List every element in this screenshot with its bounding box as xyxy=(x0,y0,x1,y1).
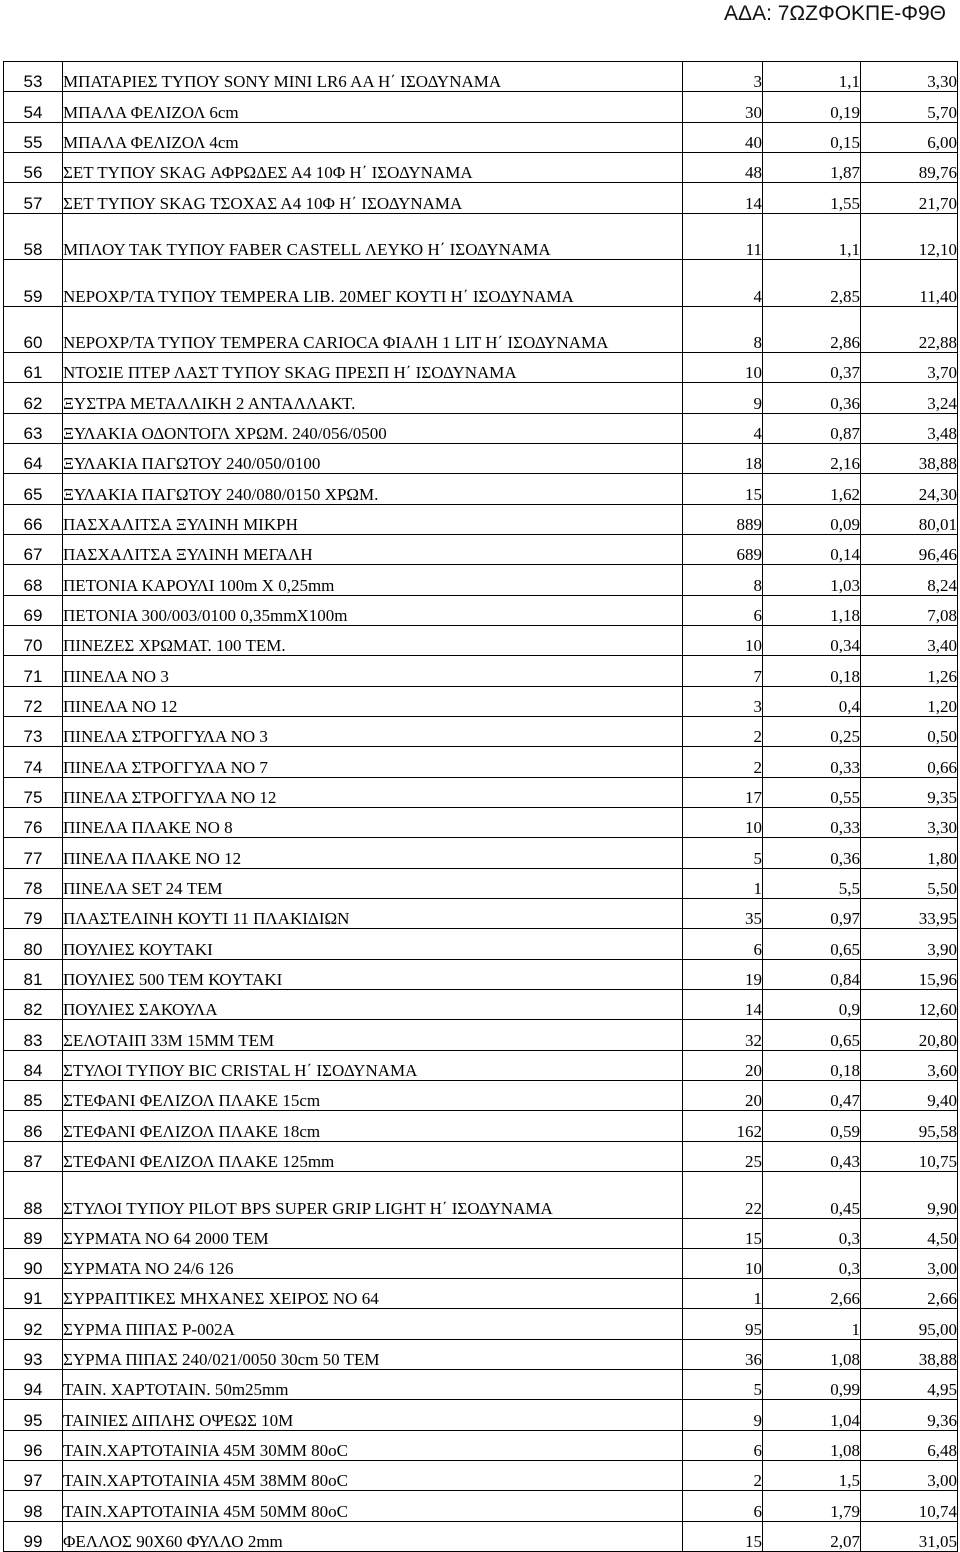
item-number: 81 xyxy=(4,959,63,989)
item-unit-price: 1,08 xyxy=(763,1430,861,1460)
item-number: 60 xyxy=(4,306,63,353)
table-row xyxy=(4,1172,958,1219)
item-unit-price: 0,47 xyxy=(763,1081,861,1111)
item-total: 10,74 xyxy=(861,1491,958,1521)
item-quantity: 36 xyxy=(683,1339,763,1369)
item-quantity: 8 xyxy=(683,306,763,353)
item-unit-price: 0,9 xyxy=(763,990,861,1020)
item-quantity: 10 xyxy=(683,353,763,383)
item-number: 61 xyxy=(4,353,63,383)
item-quantity: 35 xyxy=(683,899,763,929)
item-unit-price: 1,08 xyxy=(763,1339,861,1369)
item-description: ΞΥΣΤΡΑ ΜΕΤΑΛΛΙΚΗ 2 ΑΝΤΑΛΛΑΚΤ. xyxy=(63,383,683,413)
item-unit-price: 0,18 xyxy=(763,1050,861,1080)
table-row xyxy=(4,1400,958,1430)
item-total: 22,88 xyxy=(861,306,958,353)
table-row xyxy=(4,353,958,383)
item-unit-price: 1,62 xyxy=(763,474,861,504)
item-unit-price: 2,86 xyxy=(763,306,861,353)
table-row xyxy=(4,444,958,474)
item-number: 65 xyxy=(4,474,63,504)
item-total: 95,00 xyxy=(861,1309,958,1339)
item-unit-price: 1,04 xyxy=(763,1400,861,1430)
item-unit-price: 0,4 xyxy=(763,686,861,716)
item-description: ΜΠΑΛΑ ΦΕΛΙΖΟΛ 4cm xyxy=(63,122,683,152)
item-description: ΤΑΙΝ. ΧΑΡΤΟΤΑΙΝ. 50m25mm xyxy=(63,1370,683,1400)
item-unit-price: 0,34 xyxy=(763,626,861,656)
item-number: 70 xyxy=(4,626,63,656)
item-number: 68 xyxy=(4,565,63,595)
item-number: 66 xyxy=(4,504,63,534)
item-number: 84 xyxy=(4,1050,63,1080)
item-total: 12,60 xyxy=(861,990,958,1020)
table-row xyxy=(4,1218,958,1248)
item-number: 80 xyxy=(4,929,63,959)
table-row xyxy=(4,92,958,122)
item-quantity: 40 xyxy=(683,122,763,152)
table-row xyxy=(4,1279,958,1309)
item-description: ΞΥΛΑΚΙΑ ΠΑΓΩΤΟΥ 240/050/0100 xyxy=(63,444,683,474)
item-unit-price: 1,18 xyxy=(763,595,861,625)
item-total: 21,70 xyxy=(861,183,958,213)
item-description: ΣΕΤ ΤΥΠΟΥ SKAG ΤΣΟΧΑΣ Α4 10Φ Η΄ ΙΣΟΔΥΝΑΜΑ xyxy=(63,183,683,213)
item-number: 95 xyxy=(4,1400,63,1430)
item-total: 3,00 xyxy=(861,1248,958,1278)
item-number: 56 xyxy=(4,152,63,182)
item-total: 89,76 xyxy=(861,152,958,182)
item-description: ΠΙΝΕΛΑ ΣΤΡΟΓΓΥΛΑ ΝΟ 3 xyxy=(63,717,683,747)
item-number: 77 xyxy=(4,838,63,868)
item-unit-price: 5,5 xyxy=(763,868,861,898)
item-unit-price: 0,59 xyxy=(763,1111,861,1141)
item-quantity: 48 xyxy=(683,152,763,182)
item-description: ΠΕΤΟΝΙΑ 300/003/0100 0,35mmX100m xyxy=(63,595,683,625)
item-number: 78 xyxy=(4,868,63,898)
item-total: 31,05 xyxy=(861,1521,958,1551)
item-description: ΠΟΥΛΙΕΣ ΚΟΥΤΑΚΙ xyxy=(63,929,683,959)
item-number: 87 xyxy=(4,1141,63,1171)
item-number: 67 xyxy=(4,535,63,565)
item-description: ΣΥΡΡΑΠΤΙΚΕΣ ΜΗΧΑΝΕΣ ΧΕΙΡΟΣ ΝΟ 64 xyxy=(63,1279,683,1309)
item-quantity: 15 xyxy=(683,1218,763,1248)
item-description: ΠΛΑΣΤΕΛΙΝΗ ΚΟΥΤΙ 11 ΠΛΑΚΙΔΙΩΝ xyxy=(63,899,683,929)
item-number: 98 xyxy=(4,1491,63,1521)
item-number: 88 xyxy=(4,1172,63,1219)
item-description: ΠΙΝΕΛΑ ΣΤΡΟΓΓΥΛΑ ΝΟ 7 xyxy=(63,747,683,777)
item-unit-price: 0,65 xyxy=(763,1020,861,1050)
item-quantity: 10 xyxy=(683,626,763,656)
item-description: ΠΙΝΕΛΑ ΝΟ 3 xyxy=(63,656,683,686)
table-row xyxy=(4,990,958,1020)
item-description: ΣΥΡΜΑΤΑ ΝΟ 24/6 126 xyxy=(63,1248,683,1278)
item-unit-price: 0,19 xyxy=(763,92,861,122)
item-total: 7,08 xyxy=(861,595,958,625)
item-total: 9,40 xyxy=(861,1081,958,1111)
item-number: 97 xyxy=(4,1461,63,1491)
item-total: 1,80 xyxy=(861,838,958,868)
table-row xyxy=(4,1430,958,1460)
item-total: 9,90 xyxy=(861,1172,958,1219)
item-total: 96,46 xyxy=(861,535,958,565)
table-row xyxy=(4,1461,958,1491)
item-description: ΣΕΛΟΤΑΙΠ 33M 15MM TEM xyxy=(63,1020,683,1050)
item-description: ΜΠΑΤΑΡΙΕΣ ΤΥΠΟΥ SONY MINI LR6 AA Η΄ ΙΣΟΔΥΝΑΜΑ xyxy=(63,62,683,92)
item-unit-price: 0,33 xyxy=(763,808,861,838)
table-row xyxy=(4,656,958,686)
item-quantity: 6 xyxy=(683,1491,763,1521)
item-number: 75 xyxy=(4,777,63,807)
ada-identifier: ΑΔΑ: 7ΩΖΦΟΚΠΕ-Φ9Θ xyxy=(724,2,946,25)
item-total: 38,88 xyxy=(861,1339,958,1369)
item-quantity: 6 xyxy=(683,595,763,625)
item-unit-price: 0,37 xyxy=(763,353,861,383)
item-number: 63 xyxy=(4,413,63,443)
item-number: 89 xyxy=(4,1218,63,1248)
item-number: 92 xyxy=(4,1309,63,1339)
item-description: ΝΕΡΟΧΡ/ΤΑ ΤΥΠΟΥ TEMPERA CARIOCA ΦΙΑΛΗ 1 LIT Η΄ ΙΣΟΔΥΝΑΜΑ xyxy=(63,306,683,353)
item-number: 85 xyxy=(4,1081,63,1111)
item-description: ΞΥΛΑΚΙΑ ΠΑΓΩΤΟΥ 240/080/0150 ΧΡΩΜ. xyxy=(63,474,683,504)
items-table xyxy=(3,61,958,1552)
table-row xyxy=(4,1020,958,1050)
table-row xyxy=(4,62,958,92)
item-quantity: 9 xyxy=(683,383,763,413)
table-row xyxy=(4,838,958,868)
item-total: 12,10 xyxy=(861,213,958,260)
item-unit-price: 1,55 xyxy=(763,183,861,213)
table-row xyxy=(4,413,958,443)
item-total: 20,80 xyxy=(861,1020,958,1050)
item-unit-price: 0,3 xyxy=(763,1248,861,1278)
item-description: ΞΥΛΑΚΙΑ ΟΔΟΝΤΟΓΛ ΧΡΩΜ. 240/056/0500 xyxy=(63,413,683,443)
item-description: ΦΕΛΛΟΣ 90Χ60 ΦΥΛΛΟ 2mm xyxy=(63,1521,683,1551)
item-quantity: 11 xyxy=(683,213,763,260)
items-table-body xyxy=(4,62,958,1552)
table-row xyxy=(4,213,958,260)
item-quantity: 689 xyxy=(683,535,763,565)
item-number: 53 xyxy=(4,62,63,92)
item-description: ΠΙΝΕΛΑ SET 24 TEM xyxy=(63,868,683,898)
table-row xyxy=(4,1309,958,1339)
item-unit-price: 0,84 xyxy=(763,959,861,989)
item-number: 86 xyxy=(4,1111,63,1141)
item-quantity: 889 xyxy=(683,504,763,534)
item-number: 71 xyxy=(4,656,63,686)
item-unit-price: 1,03 xyxy=(763,565,861,595)
table-row xyxy=(4,535,958,565)
item-unit-price: 1,1 xyxy=(763,213,861,260)
item-total: 3,24 xyxy=(861,383,958,413)
item-total: 24,30 xyxy=(861,474,958,504)
item-quantity: 95 xyxy=(683,1309,763,1339)
item-quantity: 10 xyxy=(683,1248,763,1278)
item-number: 83 xyxy=(4,1020,63,1050)
item-total: 8,24 xyxy=(861,565,958,595)
item-unit-price: 0,09 xyxy=(763,504,861,534)
item-quantity: 1 xyxy=(683,868,763,898)
item-total: 80,01 xyxy=(861,504,958,534)
item-unit-price: 0,43 xyxy=(763,1141,861,1171)
table-row xyxy=(4,808,958,838)
item-total: 3,40 xyxy=(861,626,958,656)
item-description: ΤΑΙΝ.ΧΑΡΤΟΤΑΙΝΙΑ 45Μ 30ΜΜ 80oC xyxy=(63,1430,683,1460)
item-unit-price: 1,79 xyxy=(763,1491,861,1521)
item-total: 3,70 xyxy=(861,353,958,383)
item-total: 38,88 xyxy=(861,444,958,474)
item-total: 3,48 xyxy=(861,413,958,443)
item-unit-price: 1,5 xyxy=(763,1461,861,1491)
item-quantity: 3 xyxy=(683,686,763,716)
item-total: 5,50 xyxy=(861,868,958,898)
item-description: ΠΟΥΛΙΕΣ ΣΑΚΟΥΛΑ xyxy=(63,990,683,1020)
item-number: 72 xyxy=(4,686,63,716)
item-quantity: 2 xyxy=(683,747,763,777)
item-description: ΠΕΤΟΝΙΑ ΚΑΡΟΥΛΙ 100m X 0,25mm xyxy=(63,565,683,595)
item-quantity: 17 xyxy=(683,777,763,807)
item-unit-price: 0,99 xyxy=(763,1370,861,1400)
table-row xyxy=(4,474,958,504)
item-total: 0,66 xyxy=(861,747,958,777)
table-row xyxy=(4,595,958,625)
item-number: 55 xyxy=(4,122,63,152)
item-number: 73 xyxy=(4,717,63,747)
item-description: ΠΙΝΕΖΕΣ ΧΡΩΜΑΤ. 100 ΤΕΜ. xyxy=(63,626,683,656)
item-unit-price: 2,66 xyxy=(763,1279,861,1309)
item-total: 9,35 xyxy=(861,777,958,807)
item-number: 64 xyxy=(4,444,63,474)
item-description: ΣΥΡΜΑ ΠΙΠΑΣ P-002A xyxy=(63,1309,683,1339)
item-description: ΜΠΑΛΑ ΦΕΛΙΖΟΛ 6cm xyxy=(63,92,683,122)
item-number: 69 xyxy=(4,595,63,625)
item-total: 4,95 xyxy=(861,1370,958,1400)
item-description: ΤΑΙΝΙΕΣ ΔΙΠΛΗΣ ΟΨΕΩΣ 10Μ xyxy=(63,1400,683,1430)
table-row xyxy=(4,1521,958,1551)
table-row xyxy=(4,122,958,152)
item-number: 96 xyxy=(4,1430,63,1460)
item-unit-price: 2,16 xyxy=(763,444,861,474)
item-unit-price: 0,14 xyxy=(763,535,861,565)
item-total: 0,50 xyxy=(861,717,958,747)
item-number: 90 xyxy=(4,1248,63,1278)
item-description: ΤΑΙΝ.ΧΑΡΤΟΤΑΙΝΙΑ 45Μ 38ΜΜ 80oC xyxy=(63,1461,683,1491)
item-description: ΣΤΥΛΟΙ ΤΥΠΟΥ PILOT BPS SUPER GRIP LIGHT Η΄ ΙΣΟΔΥΝΑΜΑ xyxy=(63,1172,683,1219)
item-total: 1,20 xyxy=(861,686,958,716)
item-total: 33,95 xyxy=(861,899,958,929)
item-quantity: 18 xyxy=(683,444,763,474)
item-number: 93 xyxy=(4,1339,63,1369)
item-quantity: 8 xyxy=(683,565,763,595)
table-row xyxy=(4,565,958,595)
item-total: 5,70 xyxy=(861,92,958,122)
item-description: ΣΤΕΦΑΝΙ ΦΕΛΙΖΟΛ ΠΛΑΚΕ 18cm xyxy=(63,1111,683,1141)
item-quantity: 20 xyxy=(683,1081,763,1111)
item-unit-price: 0,65 xyxy=(763,929,861,959)
item-quantity: 14 xyxy=(683,183,763,213)
table-row xyxy=(4,1081,958,1111)
item-total: 3,30 xyxy=(861,62,958,92)
item-unit-price: 0,3 xyxy=(763,1218,861,1248)
item-description: ΠΑΣΧΑΛΙΤΣΑ ΞΥΛΙΝΗ ΜΕΓΑΛΗ xyxy=(63,535,683,565)
item-number: 79 xyxy=(4,899,63,929)
item-quantity: 25 xyxy=(683,1141,763,1171)
item-total: 4,50 xyxy=(861,1218,958,1248)
item-number: 91 xyxy=(4,1279,63,1309)
item-total: 10,75 xyxy=(861,1141,958,1171)
table-row xyxy=(4,899,958,929)
table-row xyxy=(4,747,958,777)
table-row xyxy=(4,260,958,307)
item-quantity: 4 xyxy=(683,260,763,307)
item-total: 3,30 xyxy=(861,808,958,838)
item-number: 58 xyxy=(4,213,63,260)
table-row xyxy=(4,929,958,959)
item-number: 62 xyxy=(4,383,63,413)
item-unit-price: 0,87 xyxy=(763,413,861,443)
item-total: 3,60 xyxy=(861,1050,958,1080)
item-description: ΣΤΕΦΑΝΙ ΦΕΛΙΖΟΛ ΠΛΑΚΕ 15cm xyxy=(63,1081,683,1111)
table-row xyxy=(4,959,958,989)
item-unit-price: 0,36 xyxy=(763,838,861,868)
item-total: 15,96 xyxy=(861,959,958,989)
item-quantity: 2 xyxy=(683,1461,763,1491)
item-total: 6,48 xyxy=(861,1430,958,1460)
item-unit-price: 2,07 xyxy=(763,1521,861,1551)
item-total: 9,36 xyxy=(861,1400,958,1430)
item-quantity: 6 xyxy=(683,929,763,959)
item-quantity: 22 xyxy=(683,1172,763,1219)
table-row xyxy=(4,1141,958,1171)
item-unit-price: 0,15 xyxy=(763,122,861,152)
table-row xyxy=(4,1248,958,1278)
item-description: ΠΙΝΕΛΑ ΝΟ 12 xyxy=(63,686,683,716)
item-description: ΜΠΛΟΥ ΤΑΚ ΤΥΠΟΥ FABER CASTELL ΛΕΥΚΟ Η΄ ΙΣΟΔΥΝΑΜΑ xyxy=(63,213,683,260)
item-unit-price: 0,45 xyxy=(763,1172,861,1219)
item-description: ΣΤΥΛΟΙ ΤΥΠΟΥ BIC CRISTAL Η΄ ΙΣΟΔΥΝΑΜΑ xyxy=(63,1050,683,1080)
item-quantity: 5 xyxy=(683,1370,763,1400)
item-unit-price: 0,25 xyxy=(763,717,861,747)
item-description: ΠΙΝΕΛΑ ΠΛΑΚΕ ΝΟ 12 xyxy=(63,838,683,868)
item-total: 95,58 xyxy=(861,1111,958,1141)
item-quantity: 7 xyxy=(683,656,763,686)
item-description: ΝΕΡΟΧΡ/ΤΑ ΤΥΠΟΥ TEMPERA LIB. 20ΜΕΓ ΚΟΥΤΙ Η΄ ΙΣΟΔΥΝΑΜΑ xyxy=(63,260,683,307)
item-description: ΣΕΤ ΤΥΠΟΥ SKAG ΑΦΡΩΔΕΣ Α4 10Φ Η΄ ΙΣΟΔΥΝΑΜΑ xyxy=(63,152,683,182)
item-unit-price: 0,18 xyxy=(763,656,861,686)
item-unit-price: 1,87 xyxy=(763,152,861,182)
item-description: ΠΟΥΛΙΕΣ 500 ΤΕΜ ΚΟΥΤΑΚΙ xyxy=(63,959,683,989)
item-number: 74 xyxy=(4,747,63,777)
item-unit-price: 0,97 xyxy=(763,899,861,929)
item-unit-price: 2,85 xyxy=(763,260,861,307)
table-row xyxy=(4,626,958,656)
item-quantity: 15 xyxy=(683,1521,763,1551)
item-description: ΠΙΝΕΛΑ ΣΤΡΟΓΓΥΛΑ ΝΟ 12 xyxy=(63,777,683,807)
item-total: 1,26 xyxy=(861,656,958,686)
item-quantity: 9 xyxy=(683,1400,763,1430)
item-description: ΠΙΝΕΛΑ ΠΛΑΚΕ ΝΟ 8 xyxy=(63,808,683,838)
table-row xyxy=(4,152,958,182)
item-number: 76 xyxy=(4,808,63,838)
item-quantity: 20 xyxy=(683,1050,763,1080)
table-row xyxy=(4,868,958,898)
item-quantity: 2 xyxy=(683,717,763,747)
item-quantity: 14 xyxy=(683,990,763,1020)
item-number: 82 xyxy=(4,990,63,1020)
table-row xyxy=(4,686,958,716)
item-description: ΤΑΙΝ.ΧΑΡΤΟΤΑΙΝΙΑ 45Μ 50ΜΜ 80oC xyxy=(63,1491,683,1521)
item-number: 94 xyxy=(4,1370,63,1400)
item-quantity: 30 xyxy=(683,92,763,122)
item-quantity: 10 xyxy=(683,808,763,838)
table-row xyxy=(4,1111,958,1141)
item-description: ΣΥΡΜΑ ΠΙΠΑΣ 240/021/0050 30cm 50 TEM xyxy=(63,1339,683,1369)
table-row xyxy=(4,504,958,534)
table-row xyxy=(4,1050,958,1080)
table-row xyxy=(4,383,958,413)
item-unit-price: 0,33 xyxy=(763,747,861,777)
item-unit-price: 0,36 xyxy=(763,383,861,413)
item-number: 54 xyxy=(4,92,63,122)
item-number: 59 xyxy=(4,260,63,307)
item-number: 57 xyxy=(4,183,63,213)
item-unit-price: 1 xyxy=(763,1309,861,1339)
item-quantity: 3 xyxy=(683,62,763,92)
item-total: 6,00 xyxy=(861,122,958,152)
item-quantity: 1 xyxy=(683,1279,763,1309)
item-description: ΝΤΟΣΙΕ ΠΤΕΡ ΛΑΣΤ ΤΥΠΟΥ SKAG ΠΡΕΣΠ Η΄ ΙΣΟΔΥΝΑΜΑ xyxy=(63,353,683,383)
table-row xyxy=(4,1339,958,1369)
item-description: ΠΑΣΧΑΛΙΤΣΑ ΞΥΛΙΝΗ ΜΙΚΡΗ xyxy=(63,504,683,534)
item-quantity: 15 xyxy=(683,474,763,504)
table-row xyxy=(4,777,958,807)
table-row xyxy=(4,306,958,353)
table-row xyxy=(4,1370,958,1400)
item-quantity: 32 xyxy=(683,1020,763,1050)
item-description: ΣΥΡΜΑΤΑ ΝΟ 64 2000 ΤΕΜ xyxy=(63,1218,683,1248)
item-total: 3,90 xyxy=(861,929,958,959)
item-quantity: 5 xyxy=(683,838,763,868)
item-unit-price: 0,55 xyxy=(763,777,861,807)
item-number: 99 xyxy=(4,1521,63,1551)
table-row xyxy=(4,717,958,747)
item-quantity: 162 xyxy=(683,1111,763,1141)
table-row xyxy=(4,183,958,213)
item-total: 3,00 xyxy=(861,1461,958,1491)
item-total: 11,40 xyxy=(861,260,958,307)
item-quantity: 6 xyxy=(683,1430,763,1460)
item-quantity: 19 xyxy=(683,959,763,989)
item-unit-price: 1,1 xyxy=(763,62,861,92)
item-description: ΣΤΕΦΑΝΙ ΦΕΛΙΖΟΛ ΠΛΑΚΕ 125mm xyxy=(63,1141,683,1171)
item-quantity: 4 xyxy=(683,413,763,443)
item-total: 2,66 xyxy=(861,1279,958,1309)
table-row xyxy=(4,1491,958,1521)
